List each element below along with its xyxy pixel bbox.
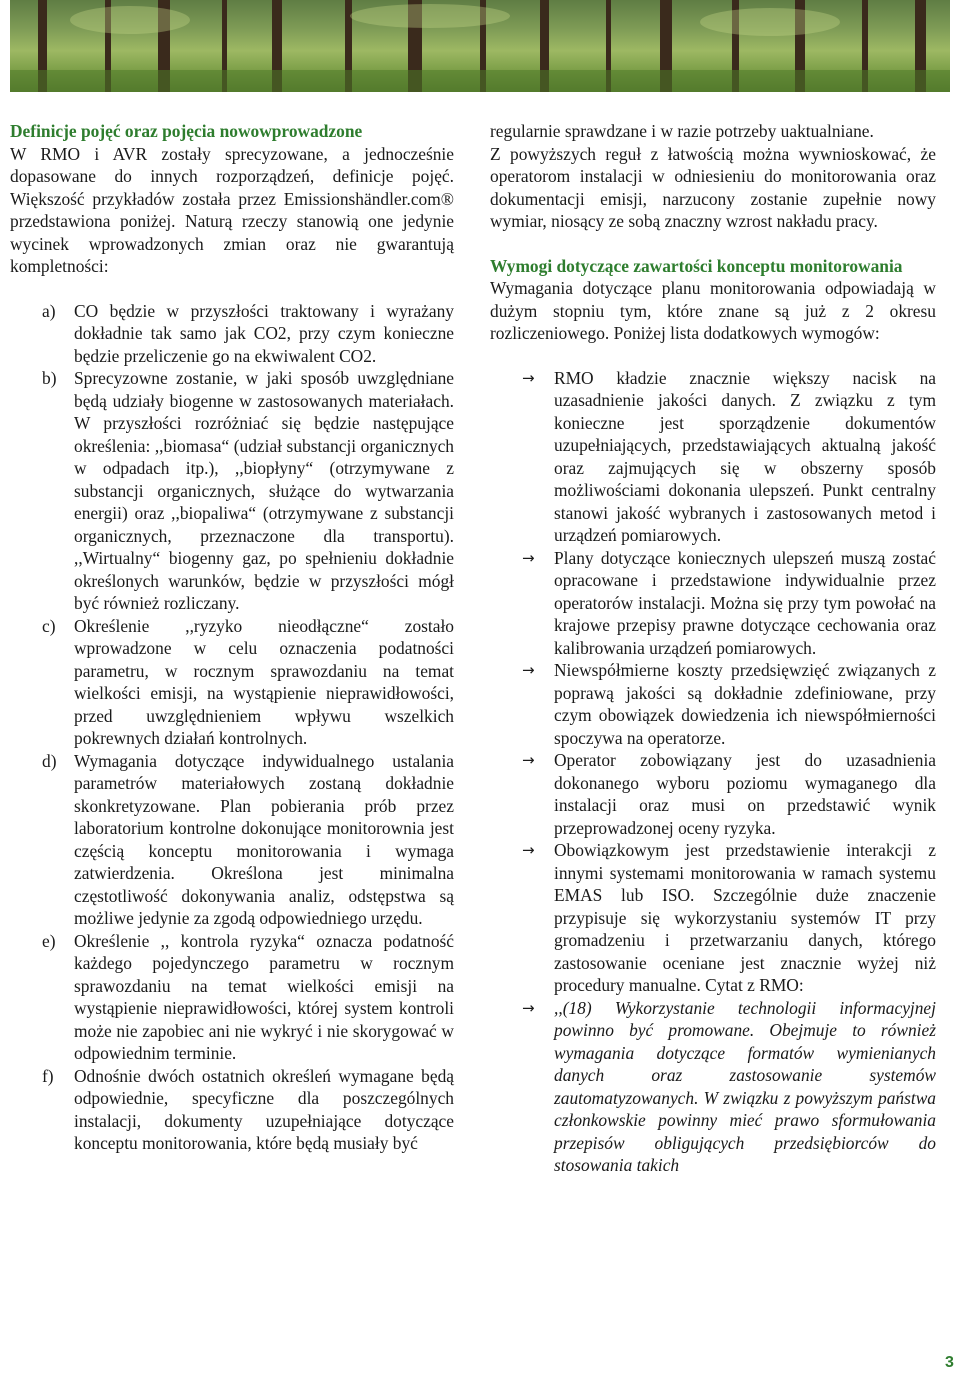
forest-trees-image <box>10 0 950 92</box>
list-marker: a) <box>42 300 56 321</box>
definition-text: Wymagania dotyczące indywidualnego ustalania parametrów materiałowych zostaną dokładnie skonkretyzowane. Plan pobierania prób przez laboratorium kontrolne dokonujące monitorownia jest częścią konceptu monitorowania i wymaga zatwierdzenia. Określona jest minimalna częstotliwość dokonywania analiz, odstępstwa są możliwe jedynie za zgodą odpowiedniego urzędu. <box>74 750 454 928</box>
requirements-intro: Wymagania dotyczące planu monitorowania odpowiadają w dużym stopniu tym, które znane są już z 2 okresu rozliczeniowego. Poniżej lista dodatkowych wymogów: <box>490 278 936 343</box>
requirement-item <box>490 367 936 547</box>
section-heading-definitions: Definicje pojęć oraz pojęcia nowowprowadzone <box>10 121 363 141</box>
definition-text: CO będzie w przyszłości traktowany i wyrażany dokładnie tak samo jak CO2, przy czym konieczne będzie przeliczenie go na ekwiwalent CO2. <box>74 300 454 366</box>
definition-item <box>10 367 454 615</box>
requirements-list <box>490 367 936 1177</box>
arrow-right-icon: → <box>522 661 535 679</box>
definition-item <box>10 930 454 1065</box>
definition-item <box>10 1065 454 1155</box>
requirement-text: Plany dotyczące koniecznych ulepszeń muszą zostać opracowane i przedstawione indywidualnie przez operatorów instalacji. Można się przy tym powołać na krajowe przepisy prawne dotyczące cechowania oraz kalibrowania urządzeń pomiarowych. <box>554 547 936 658</box>
requirement-item <box>490 659 936 749</box>
requirement-item <box>490 547 936 660</box>
requirement-text: ,,(18) Wykorzystanie technologii informacyjnej powinno być promowane. Obejmuje to również wymagania dotyczące formatów wymienianych danych oraz zastosowanie systemów zautomatyzowanych. W związku z powyższym państwa członkowskie powinny mieć prawo sformułowania przepisów obligujących przedsiębiorców do stosowania takich <box>554 997 936 1175</box>
right-column <box>490 120 936 1177</box>
requirement-text: Operator zobowiązany jest do uzasadnienia dokonanego wyboru poziomu wymaganego dla instalacji oraz musi on przedstawić wynik przeprowadzonej oceny ryzyka. <box>554 750 936 838</box>
definition-item <box>10 300 454 368</box>
list-marker: b) <box>42 368 57 388</box>
arrow-right-icon: → <box>522 841 535 859</box>
left-column <box>10 120 454 1155</box>
requirement-item <box>490 839 936 997</box>
definition-item <box>10 615 454 750</box>
requirement-text: Obowiązkowym jest przedstawienie interakcji z innymi systemami monitorowania w ramach systemu EMAS lub ISO. Szczególnie duże znaczenie przypisuje się wykorzystaniu systemów IT przy gromadzeniu i przetwarzaniu danych, którego zastosowanie oceniane jest znacznie wyżej niż procedury manualne. Cytat z RMO: <box>554 840 936 995</box>
header-forest-photo <box>10 0 950 92</box>
arrow-right-icon: → <box>522 368 535 387</box>
list-marker: d) <box>42 750 57 771</box>
page-number: 3 <box>945 1354 954 1371</box>
section-heading-requirements: Wymogi dotyczące zawartości konceptu monitorowania <box>490 255 903 276</box>
arrow-right-icon: → <box>522 548 535 567</box>
conclusion-paragraph: Z powyższych reguł z łatwością można wywnioskować, że operatorom instalacji w odniesieniu do monitorowania oraz dokumentacji emisji, narzucony zostanie zupełnie nowy wymiar, niosący ze sobą znaczny wzrost nakładu pracy. <box>490 143 936 231</box>
definition-text: Określenie ,,ryzyko nieodłączne“ zostało wprowadzone w celu oznaczenia podatności parametru, w rocznym sprawozdaniu na temat wielkości emisji, na wystąpienie nieprawidłowości, przed uwzględnieniem wpływu wszelkich pokrewnych działań kontrolnych. <box>74 615 454 748</box>
arrow-right-icon: → <box>522 998 535 1017</box>
requirement-text: Niewspółmierne koszty przedsięwzięć związanych z poprawą jakości są dokładnie zdefiniowane, przy czym obowiązek dowiedzenia ich niewspółmierności spoczywa na operatorze. <box>554 660 936 748</box>
requirement-item <box>490 997 936 1177</box>
definitions-intro: W RMO i AVR zostały sprecyzowane, a jednocześnie dopasowane do innych rozporządzeń, definicje pojęć. Większość przykładów została przez Emissionshändler.com® przedstawiona poniżej. Naturą rzeczy stanowią one jedynie wycinek wprowadzonych zmian oraz nie gwarantują kompletności: <box>10 143 454 276</box>
definition-text: Sprecyzowne zostanie, w jaki sposób uwzględniane będą udziały biogenne w zastosowanych materiałach. W przyszłości rozróżniać się będzie następujące określenia: ,,biomasa“ (udział substancji organicznych w odpadach itp.), ,,biopłyny“ (otrzymywane z substancji organicznych, służące do wytwarzania energii) oraz ,,biopaliwa“ (otrzymywane z substancji organicznych, przeznaczone dla transportu). ,,Wirtualny“ biogenny gaz, po spełnieniu dokładnie określonych warunków, będzie w przyszłości mógł być również rozliczany. <box>74 368 454 613</box>
definition-item <box>10 750 454 930</box>
list-marker: f) <box>42 1065 54 1086</box>
arrow-right-icon: → <box>522 751 535 769</box>
requirement-text: RMO kładzie znacznie większy nacisk na uzasadnienie jakości danych. Z związku z tym konieczne jest sporządzenie dokumentów uzupełniających, przedstawiających aktualną jakość oraz zajmujących się w obszerny sposób możliwościami dokonania ulepszeń. Punkt centralny stanowi jakość wybranych i zastosowanych metod i urządzeń pomiarowych. <box>554 367 936 545</box>
definitions-list <box>10 300 454 1155</box>
list-marker: c) <box>42 615 56 636</box>
list-marker: e) <box>42 930 56 951</box>
definition-text: Odnośnie dwóch ostatnich określeń wymagane będą odpowiednie, specyficzne dla poszczególnych instalacji, dokumenty uzupełniające dotyczące konceptu monitorowania, które będą musiały być <box>74 1065 454 1153</box>
definition-text: Określenie ,, kontrola ryzyka“ oznacza podatność każdego pojedynczego parametru w rocznym sprawozdaniu na temat wielkości emisji na wystąpienie nieprawidłowości, której system kontroli może nie zapobiec ani nie wykryć i nie skorygować w odpowiednim terminie. <box>74 930 454 1063</box>
continuation-text: regularnie sprawdzane i w razie potrzeby uaktualniane. <box>490 121 874 141</box>
requirement-item <box>490 749 936 839</box>
